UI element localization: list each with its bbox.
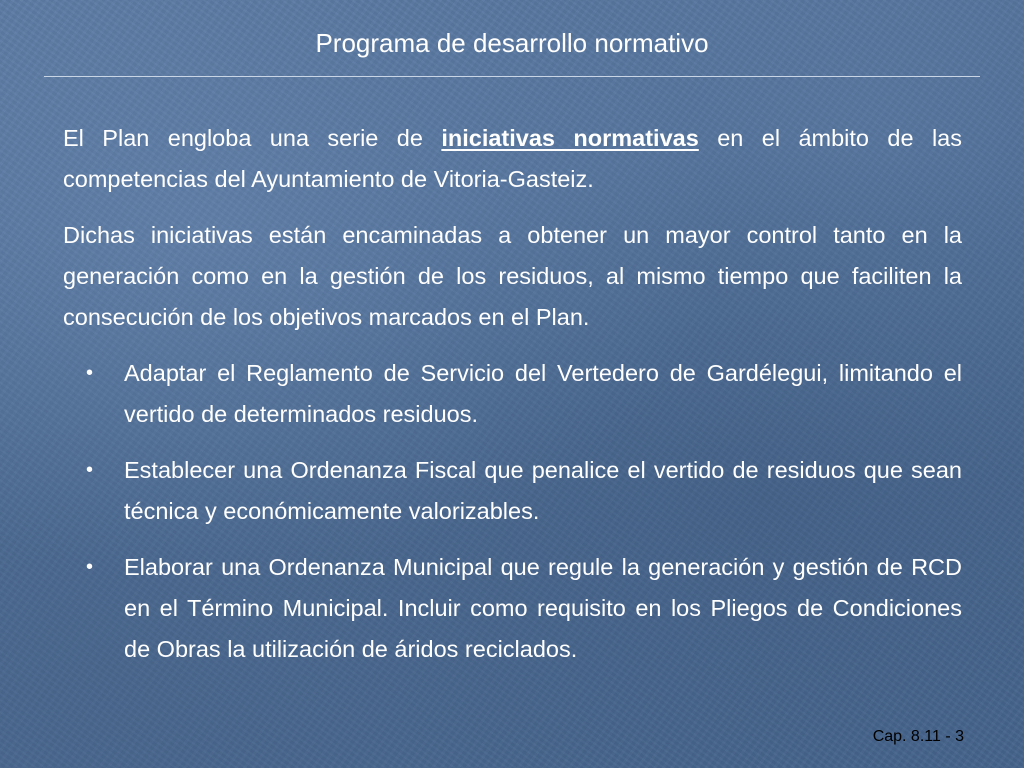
intro-emphasis: iniciativas normativas	[441, 125, 699, 151]
list-item	[63, 547, 962, 670]
page-number: Cap. 8.11 - 3	[872, 728, 964, 745]
bullet-icon: •	[86, 459, 94, 481]
intro-text-end: en el ámbito de las competencias del Ayuntamiento de Vitoria-Gasteiz.	[63, 125, 963, 192]
list-item	[63, 353, 962, 435]
objectives-paragraph: Dichas iniciativas están encaminadas a obtener un mayor control tanto en la generación como en la gestión de los residuos, al mismo tiempo que faciliten la consecución de los objetivos marcados en el Plan.	[63, 222, 962, 330]
list-item-text: Adaptar el Reglamento de Servicio del Vertedero de Gardélegui, limitando el vertido de determinados residuos.	[124, 360, 962, 427]
title-divider	[44, 76, 980, 77]
slide-title: Programa de desarrollo normativo	[315, 28, 709, 58]
list-item	[63, 450, 962, 532]
intro-text-start: El Plan engloba una serie de	[63, 125, 442, 151]
list-item-text: Establecer una Ordenanza Fiscal que penalice el vertido de residuos que sean técnica y económicamente valorizables.	[124, 457, 962, 524]
list-item-text: Elaborar una Ordenanza Municipal que regule la generación y gestión de RCD en el Término Municipal. Incluir como requisito en los Pliegos de Condiciones de Obras la utilización de áridos reciclados.	[124, 554, 962, 662]
intro-paragraph	[63, 118, 962, 200]
initiatives-list	[63, 353, 962, 670]
slide-body	[63, 118, 962, 685]
bullet-icon: •	[86, 556, 94, 578]
bullet-icon: •	[86, 362, 94, 384]
